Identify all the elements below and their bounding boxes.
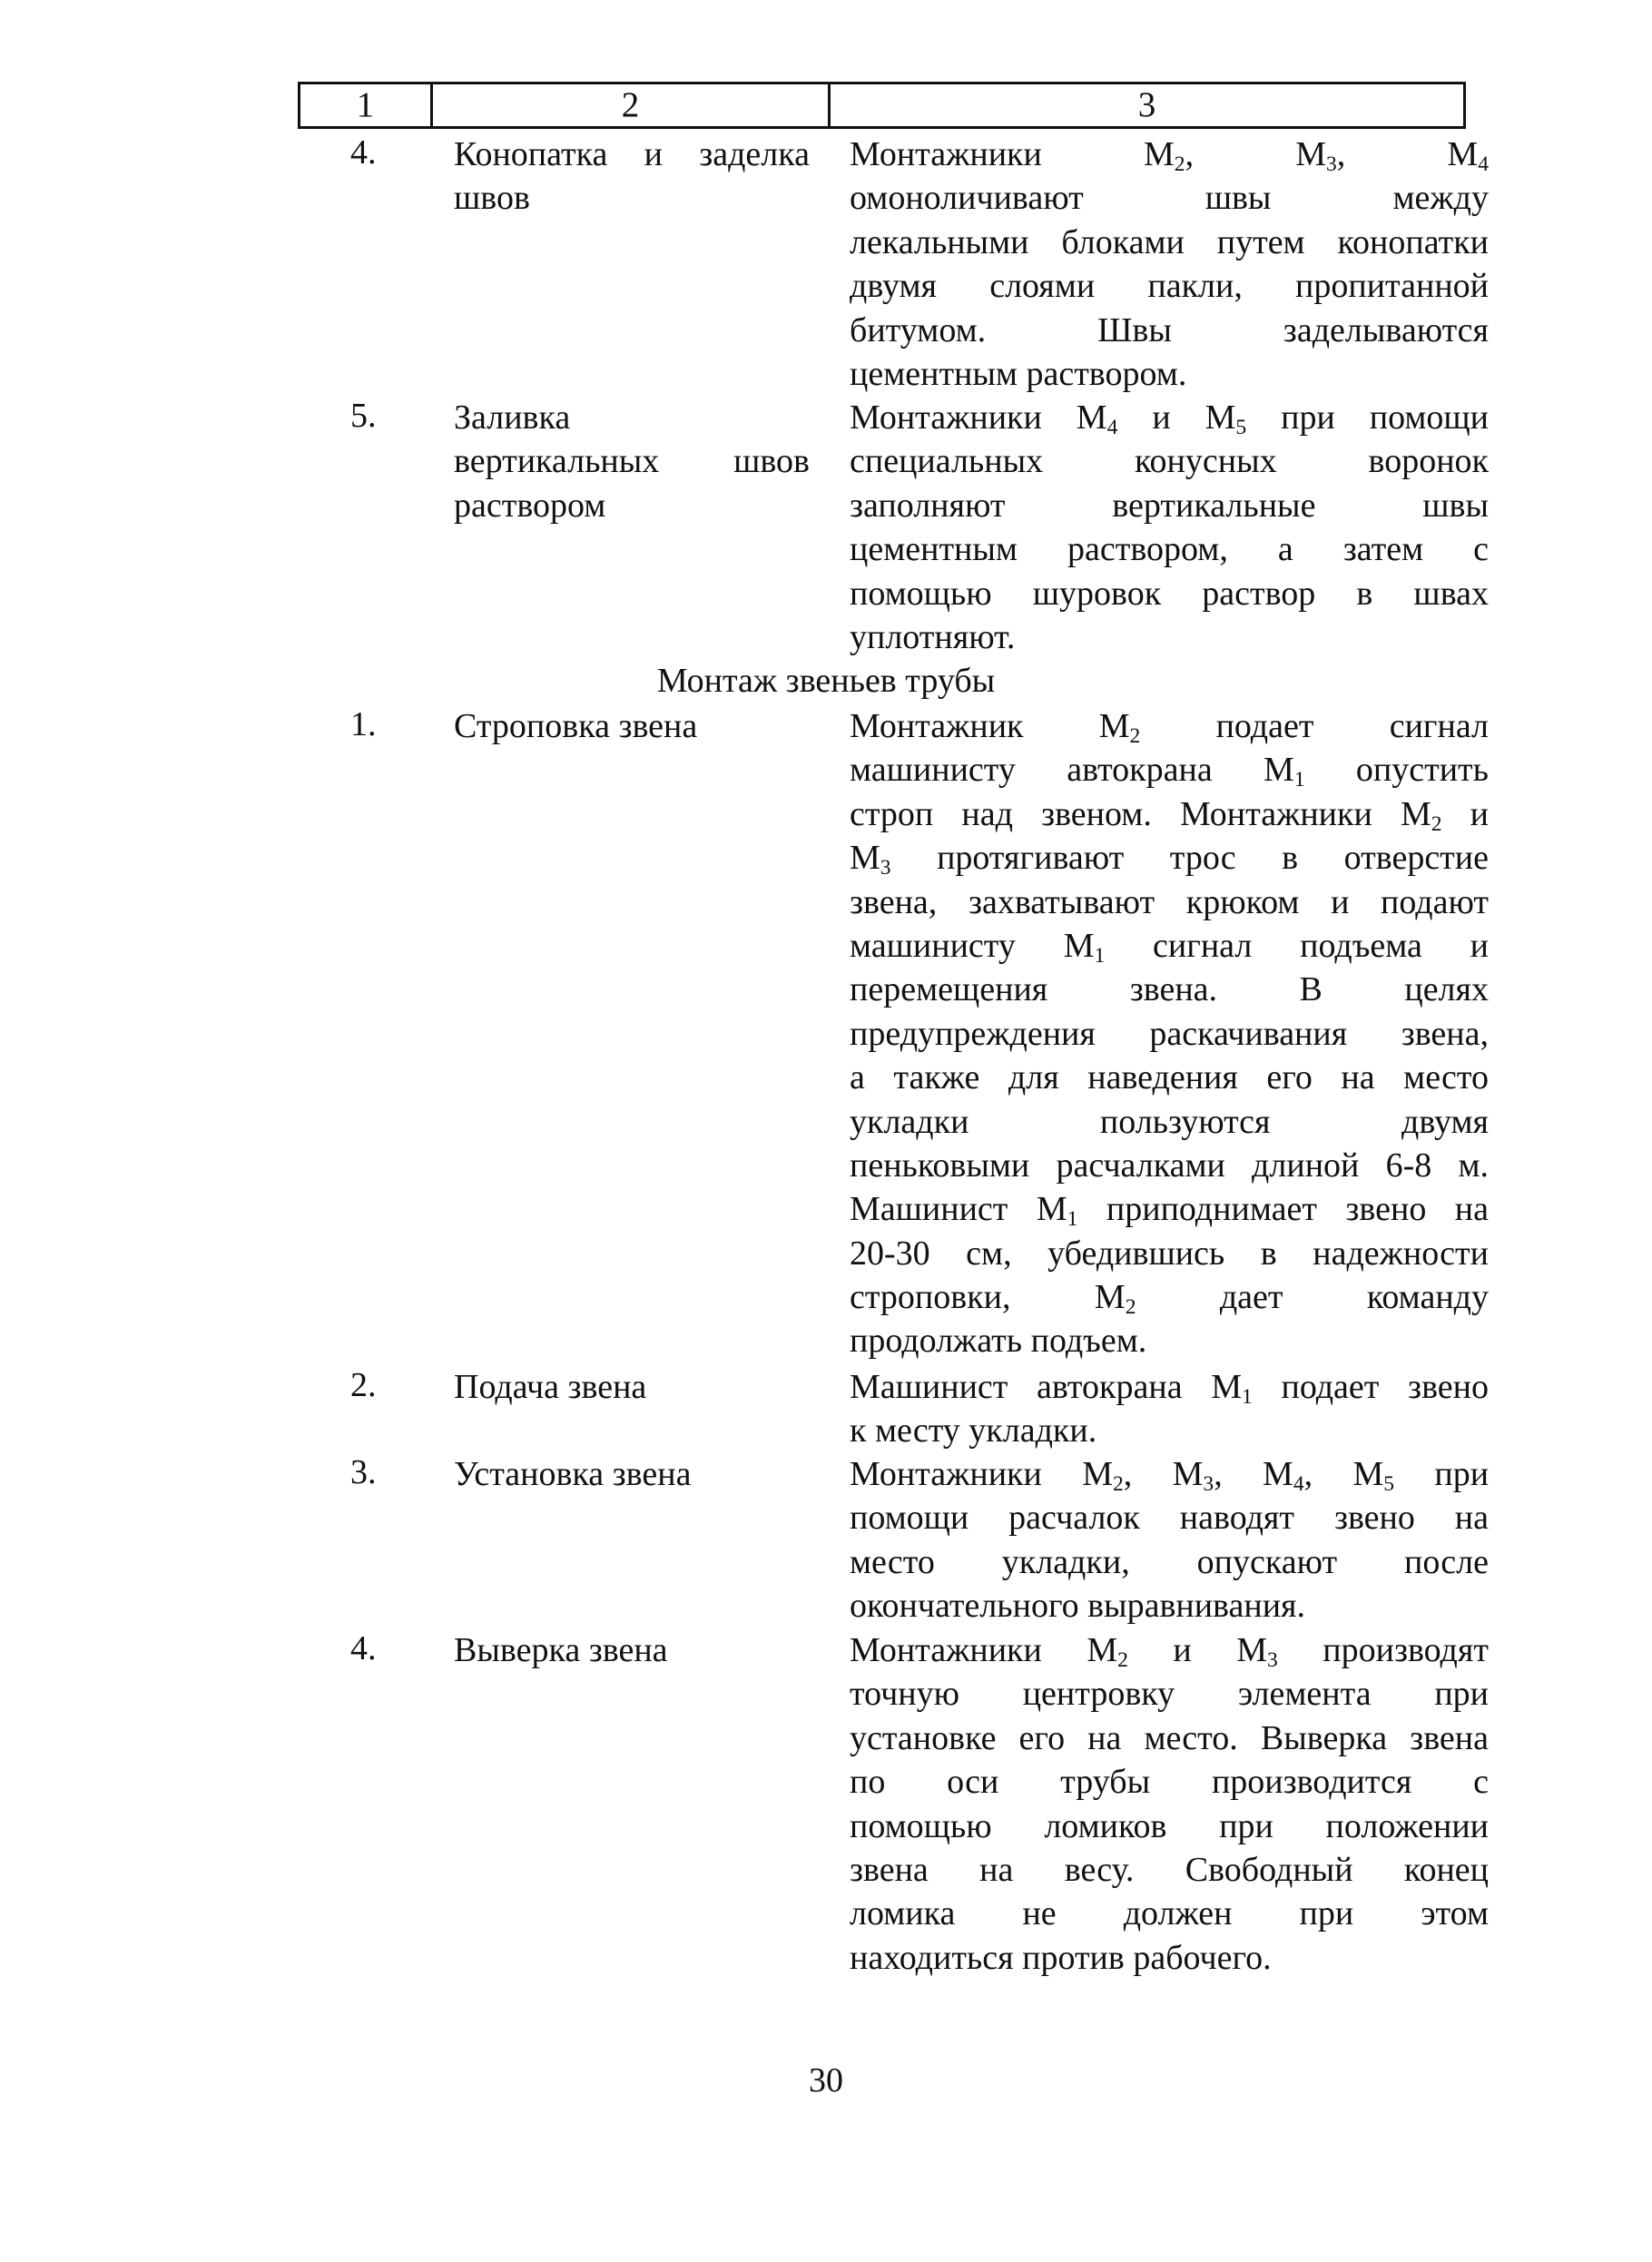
text-line: строповки, $М_2$ дает команду (850, 1278, 1490, 1319)
text-line: $М_3$ протягивают трос в отверстие (850, 839, 1489, 880)
text-line: битумом. Швы заделываются (850, 310, 1489, 349)
header-col-1: 1 (300, 84, 433, 126)
text-line: Монтажники $М_2$ и $М_3$ производят (850, 1631, 1489, 1672)
text-line: ломика не должен при этом (850, 1894, 1489, 1933)
row-number: 4. (350, 1629, 377, 1667)
text-line: помощи расчалок наводят звено на (850, 1499, 1489, 1538)
row-operation (454, 1365, 810, 1409)
text-line: двумя слоями пакли, пропитанной (850, 267, 1489, 306)
text-line: Установка звена (454, 1455, 692, 1493)
text-line: вертикальных швов (454, 442, 810, 481)
text-line: специальных конусных воронок (850, 442, 1489, 481)
text-line: машинисту $М_1$ сигнал подъема и (850, 926, 1489, 968)
text-line: помощью шуровок раствор в швах (850, 574, 1489, 613)
section-title: Монтаж звеньев трубы (656, 662, 996, 700)
text-line: к месту укладки. (850, 1411, 1097, 1451)
table-header (298, 82, 1466, 129)
text-line: место укладки, опускают после (850, 1542, 1489, 1581)
text-line: установке его на место. Выверка звена (850, 1718, 1489, 1757)
text-line: Строповка звена (454, 707, 698, 745)
text-line: пеньковыми расчалками длиной 6-8 м. (850, 1146, 1489, 1185)
text-line: омоноличивают швы между (850, 179, 1489, 218)
header-col-2: 2 (433, 84, 831, 126)
text-line: заполняют вертикальные швы (850, 486, 1489, 525)
row-operation (454, 1628, 810, 1672)
text-line: Подача звена (454, 1368, 647, 1406)
text-line: находиться против рабочего. (850, 1938, 1272, 1977)
text-line: Монтажники $М_2$, $М_3$, $М_4$ (850, 135, 1489, 176)
row-number: 2. (350, 1366, 377, 1404)
text-line: перемещения звена. В целях (850, 970, 1489, 1009)
text-line: предупреждения раскачивания звена, (850, 1014, 1489, 1053)
text-line: уплотняют. (850, 617, 1016, 656)
text-line: Выверка звена (454, 1631, 668, 1669)
row-description (850, 133, 1489, 396)
row-operation (454, 704, 810, 748)
text-line: строп над звеном. Монтажники $М_2$ и (850, 794, 1490, 836)
row-number: 3. (350, 1453, 377, 1491)
text-line: Монтажники $М_2$, $М_3$, $М_4$, $М_5$ при (850, 1455, 1490, 1496)
row-operation (454, 133, 810, 221)
header-col-3: 3 (1137, 85, 1156, 124)
text-line: помощью ломиков при положении (850, 1806, 1489, 1845)
row-description (850, 1365, 1489, 1453)
text-line: 20-30 см, убедившись в надежности (850, 1234, 1489, 1273)
text-line: раствором (454, 486, 606, 525)
row-operation (454, 1452, 810, 1496)
text-line: цементным раствором, а затем с (850, 530, 1489, 569)
text-line: швов (454, 179, 530, 218)
text-line: Машинист $М_1$ приподнимает звено на (850, 1190, 1489, 1232)
page-number: 30 (809, 2061, 843, 2100)
text-line: а также для наведения его на место (850, 1058, 1489, 1097)
text-line: точную центровку элемента при (850, 1675, 1489, 1714)
text-line: окончательного выравнивания. (850, 1587, 1306, 1626)
text-line: Машинист автокрана $М_1$ подает звено (850, 1368, 1489, 1409)
row-description (850, 396, 1489, 659)
text-line: Монтажник $М_2$ подает сигнал (850, 707, 1489, 748)
text-line: машинисту автокрана $М_1$ опустить (850, 751, 1489, 792)
row-number: 5. (350, 397, 377, 435)
text-line: звена на весу. Свободный конец (850, 1850, 1489, 1889)
text-line: лекальными блоками путем конопатки (850, 222, 1489, 261)
text-line: цементным раствором. (850, 354, 1187, 393)
text-line: звена, захватывают крюком и подают (850, 882, 1489, 921)
row-description (850, 1628, 1489, 1980)
row-number: 4. (350, 133, 377, 172)
text-line: укладки пользуются двумя (850, 1102, 1489, 1141)
text-line: по оси трубы производится с (850, 1763, 1489, 1802)
text-line: продолжать подъем. (850, 1322, 1147, 1361)
text-line: Монтажники $М_4$ и $М_5$ при помощи (850, 398, 1490, 439)
row-operation (454, 396, 810, 527)
row-description (850, 1452, 1489, 1628)
row-number: 1. (350, 705, 377, 743)
row-description (850, 704, 1489, 1363)
text-line: Заливка (454, 398, 571, 437)
text-line: Конопатка и заделка (454, 135, 810, 173)
